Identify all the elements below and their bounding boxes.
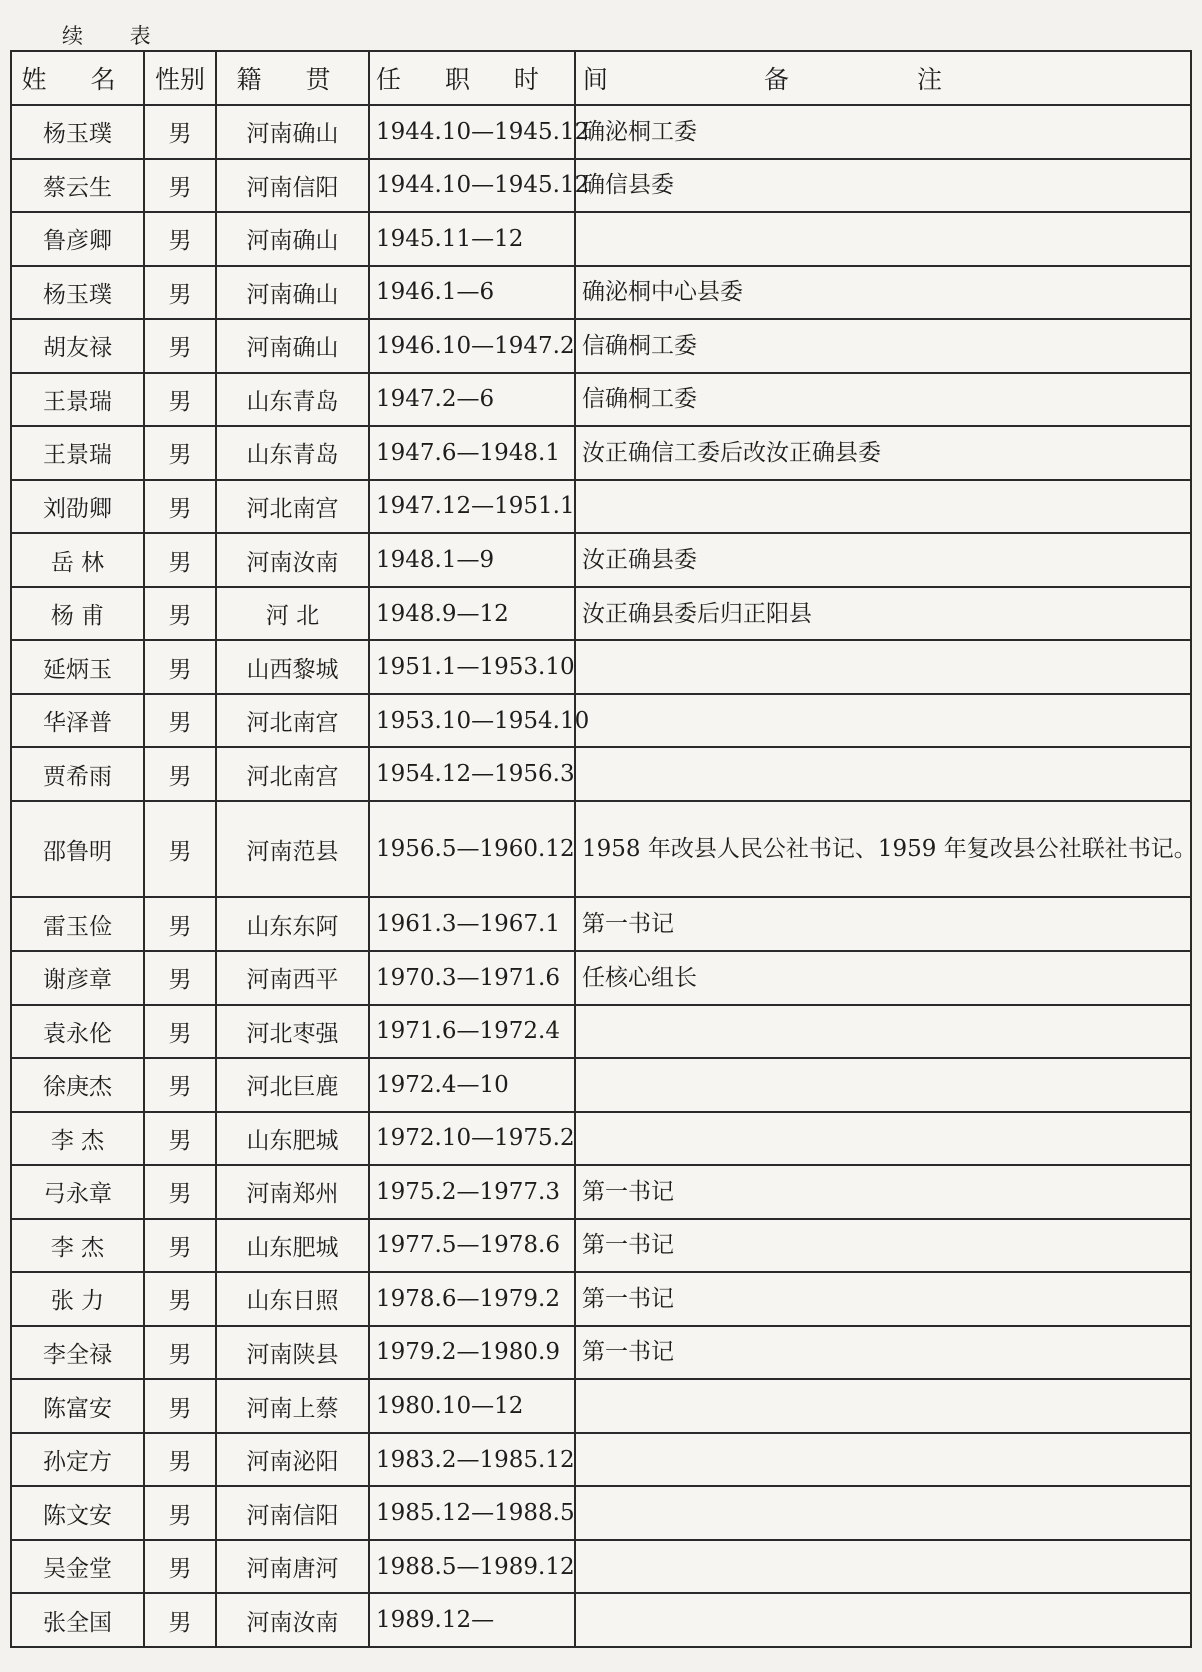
cell-sex: 男 [144, 1165, 216, 1219]
cell-origin: 河南确山 [216, 105, 369, 159]
table-row [11, 1486, 1191, 1540]
cell-sex: 男 [144, 1219, 216, 1273]
cell-origin: 河南汝南 [216, 533, 369, 587]
cell-origin: 河北南宫 [216, 747, 369, 801]
cell-notes: 汝正确信工委后改汝正确县委 [575, 426, 1191, 480]
table-row [11, 1165, 1191, 1219]
cell-name: 王景瑞 [11, 373, 144, 427]
cell-name: 邵鲁明 [11, 801, 144, 898]
cell-origin: 山东肥城 [216, 1219, 369, 1273]
cell-term: 1985.12—1988.5 [369, 1486, 575, 1540]
cell-term: 1951.1—1953.10 [369, 640, 575, 694]
cell-sex: 男 [144, 1379, 216, 1433]
cell-name: 贾希雨 [11, 747, 144, 801]
table-row [11, 105, 1191, 159]
cell-term: 1956.5—1960.12 [369, 801, 575, 898]
cell-sex: 男 [144, 1433, 216, 1487]
table-row [11, 1058, 1191, 1112]
cell-sex: 男 [144, 1005, 216, 1059]
cell-origin: 河北枣强 [216, 1005, 369, 1059]
cell-name: 杨玉璞 [11, 105, 144, 159]
cell-notes: 1958 年改县人民公社书记、1959 年复改县公社联社书记。 [575, 801, 1191, 898]
cell-sex: 男 [144, 1272, 216, 1326]
cell-origin: 河北巨鹿 [216, 1058, 369, 1112]
cell-origin: 河南汝南 [216, 1593, 369, 1647]
cell-name: 华泽普 [11, 694, 144, 748]
table-row [11, 1219, 1191, 1273]
cell-name: 弓永章 [11, 1165, 144, 1219]
cell-name: 陈富安 [11, 1379, 144, 1433]
table-row [11, 373, 1191, 427]
cell-notes [575, 1112, 1191, 1166]
cell-term: 1944.10—1945.12 [369, 159, 575, 213]
table-row [11, 747, 1191, 801]
cell-sex: 男 [144, 1058, 216, 1112]
table-row [11, 1379, 1191, 1433]
cell-name: 蔡云生 [11, 159, 144, 213]
cell-name: 李 杰 [11, 1112, 144, 1166]
cell-origin: 山西黎城 [216, 640, 369, 694]
table-row [11, 1540, 1191, 1594]
cell-sex: 男 [144, 1486, 216, 1540]
cell-origin: 山东青岛 [216, 373, 369, 427]
cell-name: 张 力 [11, 1272, 144, 1326]
cell-notes [575, 480, 1191, 534]
table-row [11, 1112, 1191, 1166]
cell-notes: 信确桐工委 [575, 319, 1191, 373]
table-row [11, 694, 1191, 748]
table-row [11, 1326, 1191, 1380]
cell-term: 1947.6—1948.1 [369, 426, 575, 480]
cell-notes [575, 694, 1191, 748]
cell-term: 1988.5—1989.12 [369, 1540, 575, 1594]
cell-term: 1972.4—10 [369, 1058, 575, 1112]
cell-term: 1948.9—12 [369, 587, 575, 641]
cell-origin: 山东东阿 [216, 897, 369, 951]
cell-origin: 河南信阳 [216, 159, 369, 213]
header-name: 姓 名 [11, 51, 144, 105]
cell-sex: 男 [144, 1326, 216, 1380]
cell-term: 1975.2—1977.3 [369, 1165, 575, 1219]
table-row [11, 426, 1191, 480]
cell-origin: 河南泌阳 [216, 1433, 369, 1487]
cell-origin: 河南上蔡 [216, 1379, 369, 1433]
cell-notes: 第一书记 [575, 897, 1191, 951]
table-row [11, 159, 1191, 213]
table-body [11, 105, 1197, 1647]
cell-notes [575, 1486, 1191, 1540]
cell-name: 杨 甫 [11, 587, 144, 641]
cell-sex: 男 [144, 319, 216, 373]
officials-roster-table [10, 50, 1197, 1648]
cell-name: 雷玉俭 [11, 897, 144, 951]
cell-sex: 男 [144, 426, 216, 480]
cell-sex: 男 [144, 951, 216, 1005]
cell-notes [575, 1593, 1191, 1647]
cell-notes [575, 212, 1191, 266]
table-row [11, 897, 1191, 951]
table-row [11, 951, 1191, 1005]
cell-origin: 河 北 [216, 587, 369, 641]
cell-notes [575, 747, 1191, 801]
cell-sex: 男 [144, 1112, 216, 1166]
table-row [11, 533, 1191, 587]
cell-sex: 男 [144, 373, 216, 427]
table-row [11, 480, 1191, 534]
cell-notes: 第一书记 [575, 1326, 1191, 1380]
table-row [11, 1433, 1191, 1487]
header-term: 任 职 时 间 [369, 51, 575, 105]
cell-notes: 确泌桐中心县委 [575, 266, 1191, 320]
cell-term: 1946.10—1947.2 [369, 319, 575, 373]
cell-term: 1979.2—1980.9 [369, 1326, 575, 1380]
table-row [11, 1005, 1191, 1059]
cell-origin: 河南郑州 [216, 1165, 369, 1219]
continued-table-label: 续 表 [62, 24, 171, 48]
table-row [11, 1593, 1191, 1647]
cell-name: 张全国 [11, 1593, 144, 1647]
cell-origin: 河南信阳 [216, 1486, 369, 1540]
cell-name: 岳 林 [11, 533, 144, 587]
cell-term: 1948.1—9 [369, 533, 575, 587]
cell-origin: 河北南宫 [216, 694, 369, 748]
cell-notes [575, 1005, 1191, 1059]
cell-origin: 河北南宫 [216, 480, 369, 534]
table-header-row [11, 51, 1191, 105]
cell-origin: 河南确山 [216, 212, 369, 266]
cell-sex: 男 [144, 640, 216, 694]
cell-sex: 男 [144, 897, 216, 951]
cell-term: 1971.6—1972.4 [369, 1005, 575, 1059]
table-row [11, 319, 1191, 373]
cell-sex: 男 [144, 1593, 216, 1647]
cell-notes: 确信县委 [575, 159, 1191, 213]
cell-notes: 汝正确县委 [575, 533, 1191, 587]
table-row [11, 266, 1191, 320]
cell-origin: 河南确山 [216, 319, 369, 373]
cell-sex: 男 [144, 694, 216, 748]
cell-name: 杨玉璞 [11, 266, 144, 320]
cell-origin: 山东肥城 [216, 1112, 369, 1166]
table-row [11, 587, 1191, 641]
cell-sex: 男 [144, 801, 216, 898]
header-notes: 备 注 [575, 51, 1191, 105]
cell-notes: 任核心组长 [575, 951, 1191, 1005]
cell-term: 1970.3—1971.6 [369, 951, 575, 1005]
cell-notes: 第一书记 [575, 1219, 1191, 1273]
cell-notes: 汝正确县委后归正阳县 [575, 587, 1191, 641]
cell-origin: 河南陕县 [216, 1326, 369, 1380]
cell-term: 1945.11—12 [369, 212, 575, 266]
cell-name: 延炳玉 [11, 640, 144, 694]
cell-name: 鲁彦卿 [11, 212, 144, 266]
cell-name: 陈文安 [11, 1486, 144, 1540]
cell-sex: 男 [144, 212, 216, 266]
table-row [11, 640, 1191, 694]
table-row [11, 1272, 1191, 1326]
cell-notes [575, 640, 1191, 694]
cell-term: 1944.10—1945.12 [369, 105, 575, 159]
cell-name: 孙定方 [11, 1433, 144, 1487]
cell-notes [575, 1540, 1191, 1594]
cell-term: 1953.10—1954.10 [369, 694, 575, 748]
cell-sex: 男 [144, 747, 216, 801]
cell-name: 李全禄 [11, 1326, 144, 1380]
cell-name: 胡友禄 [11, 319, 144, 373]
cell-name: 吴金堂 [11, 1540, 144, 1594]
cell-term: 1978.6—1979.2 [369, 1272, 575, 1326]
cell-sex: 男 [144, 105, 216, 159]
cell-sex: 男 [144, 1540, 216, 1594]
cell-notes [575, 1379, 1191, 1433]
cell-term: 1961.3—1967.1 [369, 897, 575, 951]
cell-term: 1989.12— [369, 1593, 575, 1647]
cell-term: 1946.1—6 [369, 266, 575, 320]
cell-origin: 山东青岛 [216, 426, 369, 480]
cell-term: 1983.2—1985.12 [369, 1433, 575, 1487]
cell-notes: 确泌桐工委 [575, 105, 1191, 159]
cell-term: 1980.10—12 [369, 1379, 575, 1433]
cell-origin: 山东日照 [216, 1272, 369, 1326]
cell-name: 谢彦章 [11, 951, 144, 1005]
cell-sex: 男 [144, 533, 216, 587]
cell-origin: 河南范县 [216, 801, 369, 898]
table-row [11, 801, 1191, 898]
cell-sex: 男 [144, 480, 216, 534]
cell-name: 刘劭卿 [11, 480, 144, 534]
header-origin: 籍 贯 [216, 51, 369, 105]
cell-notes [575, 1058, 1191, 1112]
cell-notes [575, 1433, 1191, 1487]
cell-term: 1947.2—6 [369, 373, 575, 427]
cell-name: 王景瑞 [11, 426, 144, 480]
header-sex: 性别 [144, 51, 216, 105]
cell-sex: 男 [144, 159, 216, 213]
cell-name: 徐庚杰 [11, 1058, 144, 1112]
cell-term: 1947.12—1951.1 [369, 480, 575, 534]
cell-notes: 第一书记 [575, 1165, 1191, 1219]
cell-origin: 河南唐河 [216, 1540, 369, 1594]
cell-sex: 男 [144, 587, 216, 641]
cell-term: 1977.5—1978.6 [369, 1219, 575, 1273]
cell-name: 李 杰 [11, 1219, 144, 1273]
cell-origin: 河南确山 [216, 266, 369, 320]
cell-term: 1954.12—1956.3 [369, 747, 575, 801]
cell-origin: 河南西平 [216, 951, 369, 1005]
cell-term: 1972.10—1975.2 [369, 1112, 575, 1166]
cell-sex: 男 [144, 266, 216, 320]
table-row [11, 212, 1191, 266]
cell-notes: 第一书记 [575, 1272, 1191, 1326]
cell-notes: 信确桐工委 [575, 373, 1191, 427]
cell-name: 袁永伦 [11, 1005, 144, 1059]
